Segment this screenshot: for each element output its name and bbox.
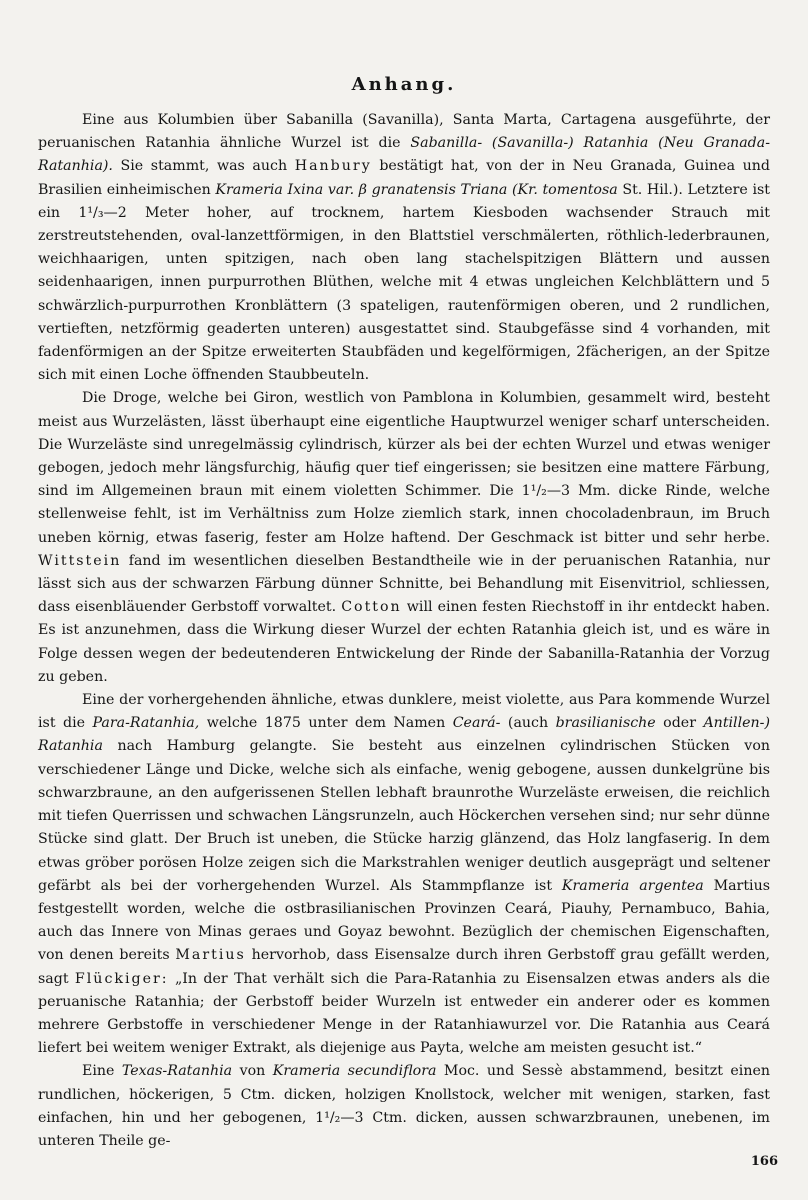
spaced-name: Cotton — [341, 599, 402, 616]
text-run: Eine — [82, 1063, 122, 1080]
text-run: Eine aus Kolumbien über Sabanilla (Savanilla), Santa Marta, Cartagena ausgeführte, der peruanischen Ratanhia ähnliche Wurzel ist die — [38, 112, 770, 152]
text-run: „In der That verhält sich die Para-Ratanhia zu Eisensalzen etwas anders als die peruanische Ratanhia; der Gerbstoff beider Wurzeln ist entweder ein anderer oder es kommen mehrere Gerbstoffe in verschiedener Menge in der Ratanhiawurzel vor. Die Ratanhia aus Ceará liefert bei weitem weniger Extrakt, als diejenige aus Payta, welche am meisten gesucht ist.“ — [38, 970, 770, 1057]
paragraph-1 — [38, 109, 770, 387]
paragraph-4 — [38, 1060, 770, 1153]
text-run: Eine der vorhergehenden ähnliche, etwas dunklere, meist violette, aus Para kommende Wurzel ist die — [38, 692, 770, 732]
text-run: Moc. und Sessè abstammend, besitzt einen rundlichen, höckerigen, 5 Ctm. dicken, holzigen Knollstock, welcher mit wenigen, starken, fast einfachen, hin und her gebogenen, 1¹/₂—3 Ctm. dicken, aussen schwarzbraunen, unebenen, im unteren Theile ge- — [38, 1063, 771, 1149]
italic-run: Krameria argentea — [561, 877, 704, 894]
italic-run: Krameria Ixina var. β granatensis Triana (Kr. tomentosa — [215, 181, 618, 198]
spaced-name: Wittstein — [38, 552, 122, 569]
text-run: bestätigt hat, von der in Neu Granada, Guinea und Brasilien einheimischen — [38, 158, 770, 198]
spaced-name: Hanbury — [294, 158, 372, 175]
text-run: oder — [655, 715, 704, 732]
text-run: St. Hil.). Letztere ist ein 1¹/₃—2 Meter hoher, auf trocknem, hartem Kiesboden wachsender Strauch mit zerstreutstehenden, oval-lanzettförmigen, in den Blattstiel verschmälerten, röthlich-lederbraunen, weichhaarigen, unten spitzigen, nach oben lang stachelspitzigen Blättern und aussen seidenhaarigen, innen purpurrothen Blüthen, welche mit 4 etwas ungleichen Kelchblättern und 5 schwärzlich-purpurrothen Kronblättern (3 spateligen, rautenförmigen oberen, und 2 rundlichen, vertieften, netzförmig geaderten unteren) ausgestattet sind. Staubgefässe sind 4 vorhanden, mit fadenförmigen an der Spitze erweiterten Staubfäden und kegelförmigen, 2fächerigen, an der Spitze sich mit einen Loche öffnenden Staubbeuteln. — [38, 181, 770, 384]
text-run: Martius festgestellt worden, welche die ostbrasilianischen Provinzen Ceará, Piauhy, Pernambuco, Bahia, auch das Innere von Minas geraes und Goyaz bewohnt. Bezüglich der chemischen Eigenschaften, von denen bereits — [38, 877, 770, 964]
italic-run: Sabanilla- (Savanilla-) Ratanhia (Neu Granada-Ratanhia). — [38, 135, 770, 175]
italic-run: Antillen-) Ratanhia — [38, 715, 770, 755]
spaced-name: Flückiger: — [74, 970, 169, 987]
italic-run: Para-Ratanhia, — [92, 715, 200, 732]
spaced-name: Martius — [175, 947, 246, 964]
italic-run: Krameria secundiflora — [272, 1063, 437, 1080]
text-run: Sie stammt, was auch — [112, 158, 295, 175]
text-run: will einen festen Riechstoff in ihr entdeckt haben. Es ist anzunehmen, dass die Wirkung dieser Wurzel der echten Ratanhia gleich ist, und es wäre in Folge dessen wegen der bedeutenderen Entwickelung der Rinde der Sabanilla-Ratanhia der Vorzug zu geben. — [38, 599, 770, 685]
italic-run: Texas-Ratanhia — [121, 1063, 233, 1080]
paragraph-2 — [38, 387, 770, 689]
page-number: 166 — [750, 1154, 778, 1169]
paragraph-3 — [38, 689, 770, 1060]
text-run: von — [232, 1063, 273, 1080]
text-run: fand im wesentlichen dieselben Bestandtheile wie in der peruanischen Ratanhia, nur lässt sich aus der schwarzen Färbung dünner Schnitte, bei Behandlung mit Eisenvitriol, schliessen, dass eisenbläuender Gerbstoff vorwaltet. — [38, 552, 770, 616]
text-run: hervorhob, dass Eisensalze durch ihren Gerbstoff grau gefällt werden, sagt — [38, 947, 770, 987]
text-run: welche 1875 unter dem Namen — [199, 715, 453, 732]
text-run: (auch — [500, 715, 556, 732]
text-run: Die Droge, welche bei Giron, westlich von Pamblona in Kolumbien, gesammelt wird, besteht meist aus Wurzelästen, lässt überhaupt eine eigentliche Hauptwurzel weniger scharf unterscheiden. Die Wurzeläste sind unregelmässig cylindrisch, kürzer als bei der echten Wurzel und etwas weniger gebogen, jedoch mehr längsfurchig, häufig quer tief eingerissen; sie besitzen eine mattere Färbung, sind im Allgemeinen braun mit einem violetten Schimmer. Die 1¹/₂—3 Mm. dicke Rinde, welche stellenweise fehlt, ist im Verhältniss zum Holze ziemlich stark, innen chocoladenbraun, im Bruch uneben körnig, etwas faserig, fester am Holze haftend. Der Geschmack ist bitter und sehr herbe. — [38, 390, 770, 546]
section-heading: Anhang. — [351, 74, 457, 95]
italic-run: brasilianische — [555, 715, 656, 732]
italic-run: Ceará- — [452, 715, 501, 732]
text-run: nach Hamburg gelangte. Sie besteht aus einzelnen cylindrischen Stücken von verschiedener Länge und Dicke, welche sich als einfache, wenig gebogene, aussen dunkelgrüne bis schwarzbraune, an den aufgerissenen Stellen lebhaft braunrothe Wurzeläste erweisen, die reichlich mit tiefen Querrissen und schwachen Längsrunzeln, auch Höckerchen versehen sind; nur sehr dünne Stücke sind glatt. Der Bruch ist uneben, die Stücke harzig glänzend, das Holz langfaserig. In dem etwas gröber porösen Holze zeigen sich die Markstrahlen weniger deutlich ausgeprägt und seltener gefärbt als bei der vorhergehenden Wurzel. Als Stammpflanze ist — [38, 738, 770, 894]
